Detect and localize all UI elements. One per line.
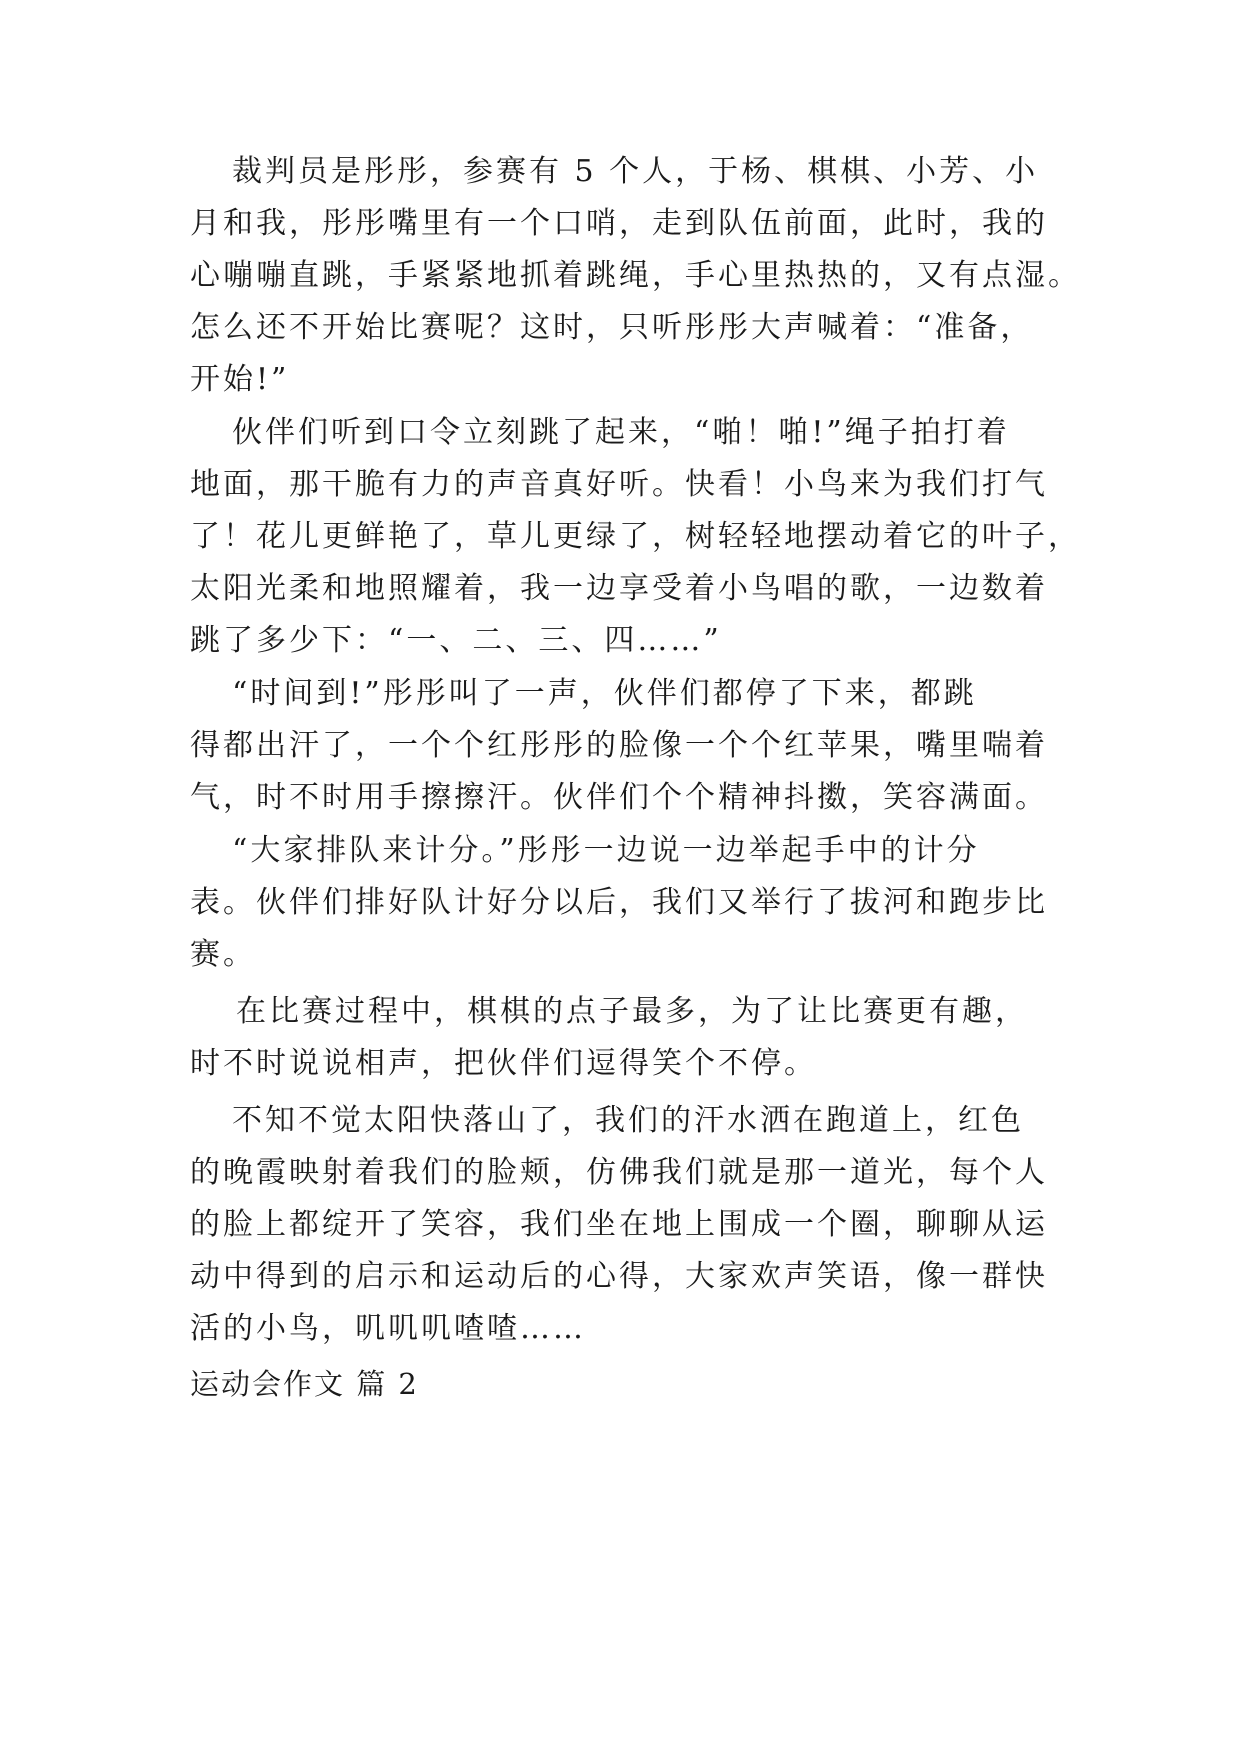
paragraph-1-line-1: 裁判员是彤彤，参赛有 5 个人，于杨、棋棋、小芳、小 bbox=[232, 154, 1039, 189]
paragraph-4-line-1: “大家排队来计分。”彤彤一边说一边举起手中的计分 bbox=[232, 833, 980, 868]
paragraph-4-line-2: 表。伙伴们排好队计好分以后，我们又举行了拔河和跑步比 bbox=[190, 885, 1048, 920]
paragraph-6-line-3: 的脸上都绽开了笑容，我们坐在地上围成一个圈，聊聊从运 bbox=[190, 1207, 1048, 1242]
paragraph-2-line-4: 太阳光柔和地照耀着，我一边享受着小鸟唱的歌，一边数着 bbox=[190, 571, 1048, 606]
paragraph-5-line-2: 时不时说说相声，把伙伴们逗得笑个不停。 bbox=[190, 1046, 817, 1081]
paragraph-1-line-4: 怎么还不开始比赛呢？这时，只听彤彤大声喊着：“准备， bbox=[190, 310, 1034, 345]
paragraph-3-line-1: “时间到!”彤彤叫了一声，伙伴们都停了下来，都跳 bbox=[232, 676, 977, 711]
paragraph-6-line-2: 的晚霞映射着我们的脸颊，仿佛我们就是那一道光，每个人 bbox=[190, 1155, 1048, 1190]
paragraph-4-line-3: 赛。 bbox=[190, 937, 256, 972]
paragraph-6-line-1: 不知不觉太阳快落山了，我们的汗水洒在跑道上，红色 bbox=[232, 1103, 1024, 1138]
paragraph-6-line-4: 动中得到的启示和运动后的心得，大家欢声笑语，像一群快 bbox=[190, 1259, 1048, 1294]
paragraph-2-line-1: 伙伴们听到口令立刻跳了起来，“啪！啪!”绳子拍打着 bbox=[232, 415, 1010, 450]
section-heading: 运动会作文 篇 2 bbox=[190, 1367, 419, 1401]
paragraph-2-line-2: 地面，那干脆有力的声音真好听。快看！小鸟来为我们打气 bbox=[190, 467, 1048, 502]
paragraph-3-line-2: 得都出汗了，一个个红彤彤的脸像一个个红苹果，嘴里喘着 bbox=[190, 728, 1048, 763]
paragraph-5-line-1: 在比赛过程中，棋棋的点子最多，为了让比赛更有趣， bbox=[236, 994, 1028, 1029]
paragraph-3-line-3: 气，时不时用手擦擦汗。伙伴们个个精神抖擞，笑容满面。 bbox=[190, 780, 1048, 815]
paragraph-1-line-5: 开始!” bbox=[190, 362, 290, 397]
paragraph-1-line-2: 月和我，彤彤嘴里有一个口哨，走到队伍前面，此时，我的 bbox=[190, 206, 1048, 241]
paragraph-1-line-3: 心嘣嘣直跳，手紧紧地抓着跳绳，手心里热热的，又有点湿。 bbox=[190, 258, 1081, 293]
paragraph-2-line-3: 了！花儿更鲜艳了，草儿更绿了，树轻轻地摆动着它的叶子， bbox=[190, 519, 1081, 554]
paragraph-6-line-5: 活的小鸟，叽叽叽喳喳…… bbox=[190, 1311, 586, 1346]
paragraph-2-line-5: 跳了多少下：“一、二、三、四……” bbox=[190, 623, 722, 658]
